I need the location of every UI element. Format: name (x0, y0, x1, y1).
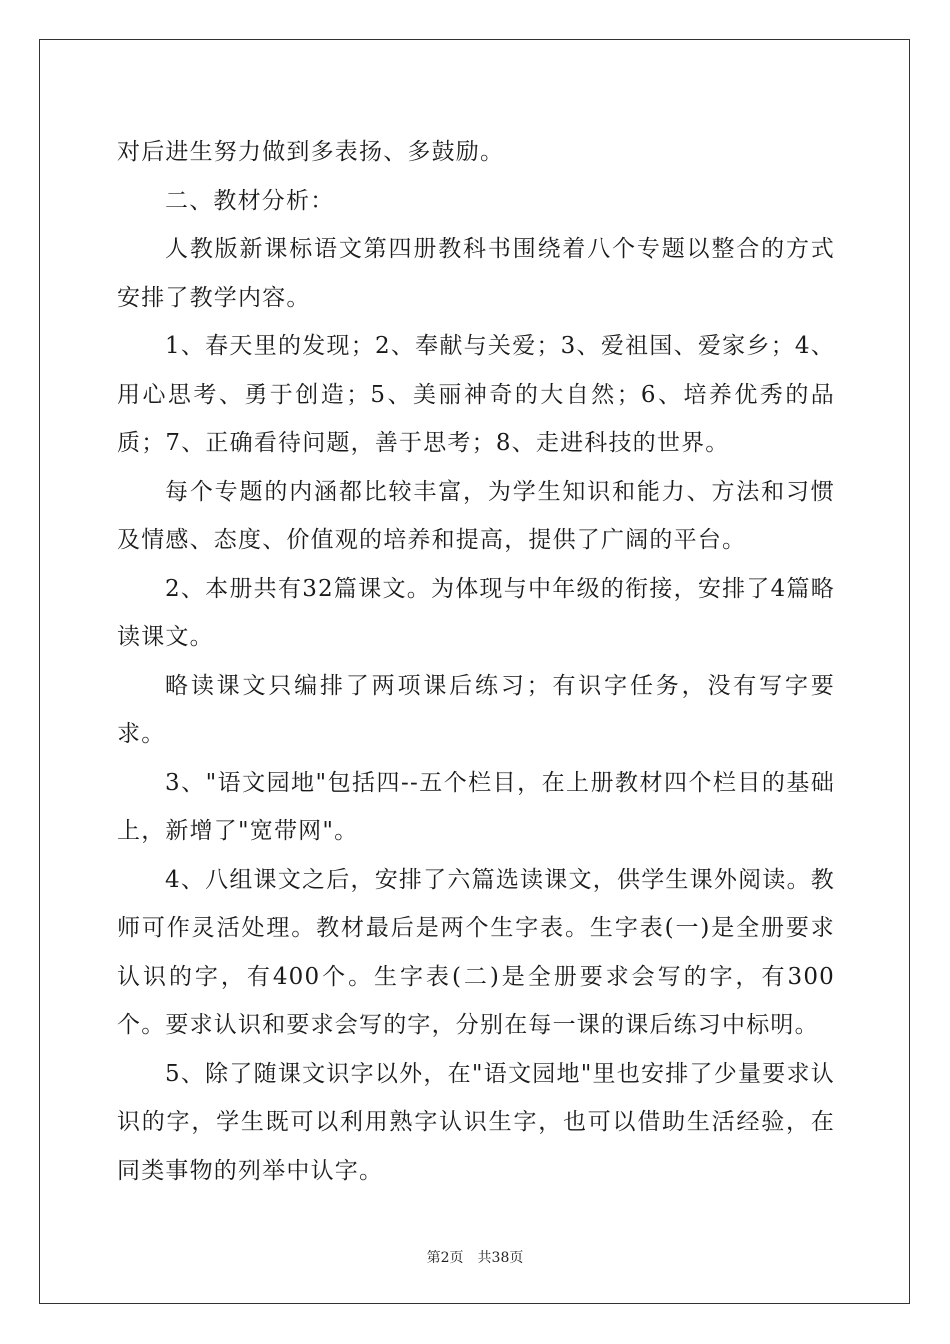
paragraph: 5、除了随课文识字以外，在"语文园地"里也安排了少量要求认识的字，学生既可以利用熟字认识生字，也可以借助生活经验，在同类事物的列举中认字。 (117, 1060, 835, 1184)
paragraph: 3、"语文园地"包括四--五个栏目，在上册教材四个栏目的基础上，新增了"宽带网"。 (117, 769, 835, 844)
paragraph: 人教版新课标语文第四册教科书围绕着八个专题以整合的方式安排了教学内容。 (117, 236, 835, 311)
page-number-footer: 第2页 共38页 (426, 1250, 524, 1266)
section-heading: 二、教材分析： (165, 187, 335, 214)
paragraph: 每个专题的内涵都比较丰富，为学生知识和能力、方法和习惯及情感、态度、价值观的培养和提高，提供了广阔的平台。 (117, 478, 835, 553)
paragraph: 对后进生努力做到多表扬、多鼓励。 (117, 139, 505, 165)
paragraph: 1、春天里的发现；2、奉献与关爱；3、爱祖国、爱家乡；4、用心思考、勇于创造；5、美丽神奇的大自然；6、培养优秀的品质；7、正确看待问题，善于思考；8、走进科技的世界。 (117, 333, 835, 456)
paragraph: 2、本册共有32篇课文。为体现与中年级的衔接，安排了4篇略读课文。 (117, 575, 835, 650)
paragraph: 4、八组课文之后，安排了六篇选读课文，供学生课外阅读。教师可作灵活处理。教材最后是两个生字表。生字表(一)是全册要求认识的字，有400个。生字表(二)是全册要求会写的字，有300个。要求认识和要求会写的字，分别在每一课的课后练习中标明。 (117, 866, 835, 1038)
document-body (117, 128, 835, 1195)
paragraph: 略读课文只编排了两项课后练习；有识字任务，没有写字要求。 (117, 672, 835, 747)
